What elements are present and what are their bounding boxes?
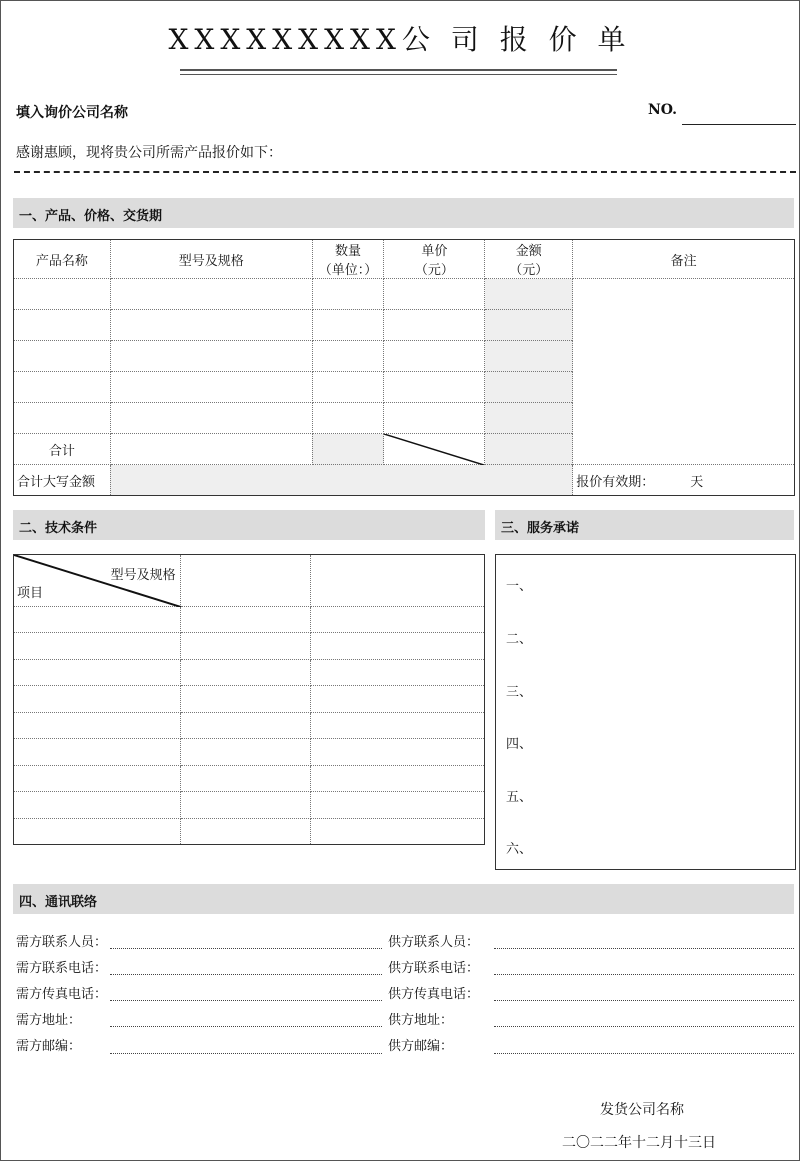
table-cell[interactable] — [312, 372, 384, 403]
inquiry-company-name: 填入询价公司名称 — [16, 105, 128, 121]
col-unit-price-unit: （元） — [414, 263, 454, 278]
col-amount-label: 金额 — [515, 244, 542, 259]
separator-line — [14, 171, 796, 173]
table-cell[interactable] — [311, 739, 485, 766]
service-item[interactable]: 二、 — [506, 632, 533, 647]
col-amount — [485, 240, 573, 279]
table-cell[interactable] — [312, 279, 384, 310]
amount-in-words-row — [14, 465, 795, 496]
product-table — [13, 239, 795, 496]
buyer-fax-field[interactable] — [110, 1000, 382, 1001]
table-cell[interactable] — [180, 607, 311, 633]
table-cell[interactable] — [485, 310, 573, 341]
no-label: NO. — [648, 102, 678, 118]
total-amount-cell[interactable] — [485, 434, 573, 465]
table-cell[interactable] — [14, 403, 111, 434]
table-cell[interactable] — [311, 686, 485, 713]
col-quantity — [312, 240, 384, 279]
intro-text: 感谢惠顾，现将贵公司所需产品报价如下： — [16, 145, 282, 161]
service-item[interactable]: 五、 — [506, 790, 533, 805]
table-cell[interactable] — [311, 792, 485, 819]
supplier-address-field[interactable] — [494, 1026, 794, 1027]
table-cell[interactable] — [110, 279, 312, 310]
table-cell[interactable] — [14, 686, 181, 713]
title-rule — [180, 74, 617, 75]
service-item[interactable]: 六、 — [506, 842, 533, 857]
service-item[interactable]: 四、 — [506, 737, 533, 752]
table-cell[interactable] — [180, 792, 311, 819]
supplier-address-label: 供方地址： — [388, 1013, 454, 1028]
table-cell[interactable] — [180, 555, 311, 607]
total-unit-price-cell — [384, 434, 485, 465]
table-row[interactable] — [14, 792, 485, 819]
supplier-contact-person-field[interactable] — [494, 948, 794, 949]
table-row[interactable] — [14, 739, 485, 766]
section-3-title: 三、服务承诺 — [501, 521, 580, 536]
table-cell[interactable] — [312, 310, 384, 341]
section-4-header — [13, 884, 794, 914]
table-cell[interactable] — [311, 660, 485, 686]
table-cell[interactable] — [312, 403, 384, 434]
supplier-fax-label: 供方传真电话： — [388, 987, 480, 1002]
table-row[interactable] — [14, 660, 485, 686]
table-cell[interactable] — [14, 341, 111, 372]
supplier-fax-field[interactable] — [494, 1000, 794, 1001]
diagonal-line — [384, 434, 484, 465]
validity-cell[interactable] — [573, 465, 795, 496]
tech-conditions-table — [13, 554, 485, 845]
diag-top-label: 型号及规格 — [110, 568, 176, 583]
table-row[interactable] — [14, 686, 485, 713]
table-cell[interactable] — [485, 341, 573, 372]
total-caps-value[interactable] — [110, 465, 572, 496]
table-cell[interactable] — [312, 341, 384, 372]
table-row[interactable] — [14, 607, 485, 633]
table-row[interactable] — [14, 819, 485, 845]
table-cell[interactable] — [485, 279, 573, 310]
table-cell[interactable] — [14, 660, 181, 686]
table-cell[interactable] — [14, 766, 181, 792]
col-product-name: 产品名称 — [14, 240, 111, 279]
table-cell[interactable] — [14, 279, 111, 310]
col-model-spec: 型号及规格 — [110, 240, 312, 279]
buyer-contact-person-label: 需方联系人员： — [16, 935, 108, 950]
table-cell[interactable] — [110, 341, 312, 372]
buyer-phone-label: 需方联系电话： — [16, 961, 108, 976]
buyer-contact-person-field[interactable] — [110, 948, 382, 949]
service-item[interactable]: 三、 — [506, 685, 533, 700]
table-cell[interactable] — [311, 633, 485, 660]
shipping-company-name: 发货公司名称 — [600, 1102, 684, 1118]
col-quantity-label: 数量 — [335, 244, 362, 259]
table-cell[interactable] — [14, 372, 111, 403]
table-cell[interactable] — [384, 372, 485, 403]
tech-header-row — [14, 555, 485, 607]
col-amount-unit: （元） — [509, 263, 549, 278]
document-title: XXXXXXXXX公 司 报 价 单 — [168, 23, 632, 56]
table-cell[interactable] — [180, 660, 311, 686]
table-cell[interactable] — [384, 403, 485, 434]
table-row[interactable] — [14, 279, 795, 310]
table-cell[interactable] — [180, 739, 311, 766]
table-cell[interactable] — [384, 279, 485, 310]
table-cell[interactable] — [311, 766, 485, 792]
table-cell[interactable] — [180, 713, 311, 739]
table-cell[interactable] — [14, 739, 181, 766]
col-unit-price-label: 单价 — [421, 244, 448, 259]
total-caps-label: 合计大写金额 — [14, 465, 111, 496]
table-cell[interactable] — [110, 434, 312, 465]
no-field-line[interactable] — [682, 124, 796, 125]
section-3-header — [495, 510, 794, 540]
table-cell[interactable] — [180, 633, 311, 660]
table-cell[interactable] — [384, 341, 485, 372]
title-rule — [180, 69, 617, 71]
diagonal-header-cell — [14, 555, 181, 607]
buyer-zip-label: 需方邮编： — [16, 1039, 82, 1054]
table-cell[interactable] — [180, 766, 311, 792]
table-cell[interactable] — [14, 633, 181, 660]
table-cell[interactable] — [485, 372, 573, 403]
section-2-header — [13, 510, 485, 540]
table-row[interactable] — [14, 713, 485, 739]
diag-bottom-label: 项目 — [17, 586, 44, 601]
validity-label: 报价有效期： — [576, 474, 655, 490]
table-cell[interactable] — [180, 819, 311, 845]
buyer-phone-field[interactable] — [110, 974, 382, 975]
supplier-zip-field[interactable] — [494, 1053, 794, 1054]
supplier-zip-label: 供方邮编： — [388, 1039, 454, 1054]
section-1-title: 一、产品、价格、交货期 — [19, 209, 163, 224]
table-header-row — [14, 240, 795, 279]
table-cell[interactable] — [14, 607, 181, 633]
table-cell[interactable] — [110, 372, 312, 403]
table-cell[interactable] — [485, 403, 573, 434]
table-cell[interactable] — [110, 310, 312, 341]
col-unit-price — [384, 240, 485, 279]
table-cell[interactable] — [311, 819, 485, 845]
buyer-zip-field[interactable] — [110, 1053, 382, 1054]
table-cell[interactable] — [14, 310, 111, 341]
remark-cell[interactable] — [573, 279, 795, 465]
col-quantity-unit: （单位：） — [318, 263, 378, 278]
table-cell[interactable] — [14, 713, 181, 739]
service-commitment-box — [495, 554, 796, 870]
total-quantity-cell[interactable] — [312, 434, 384, 465]
table-cell[interactable] — [14, 792, 181, 819]
table-cell[interactable] — [110, 403, 312, 434]
table-cell[interactable] — [311, 607, 485, 633]
buyer-address-field[interactable] — [110, 1026, 382, 1027]
buyer-fax-label: 需方传真电话： — [16, 987, 108, 1002]
section-2-title: 二、技术条件 — [19, 521, 98, 536]
supplier-phone-field[interactable] — [494, 974, 794, 975]
supplier-phone-label: 供方联系电话： — [388, 961, 480, 976]
section-4-title: 四、通讯联络 — [19, 895, 98, 910]
section-1-header — [13, 198, 794, 228]
col-remark: 备注 — [573, 240, 795, 279]
table-cell[interactable] — [311, 713, 485, 739]
table-cell[interactable] — [311, 555, 485, 607]
total-label: 合计 — [14, 434, 111, 465]
table-cell[interactable] — [180, 686, 311, 713]
validity-unit: 天 — [690, 474, 704, 490]
buyer-address-label: 需方地址： — [16, 1013, 82, 1028]
table-row[interactable] — [14, 633, 485, 660]
table-row[interactable] — [14, 766, 485, 792]
service-item[interactable]: 一、 — [506, 579, 533, 594]
table-cell[interactable] — [14, 819, 181, 845]
supplier-contact-person-label: 供方联系人员： — [388, 935, 480, 950]
table-cell[interactable] — [384, 310, 485, 341]
document-date: 二〇二二年十二月十三日 — [562, 1135, 716, 1151]
